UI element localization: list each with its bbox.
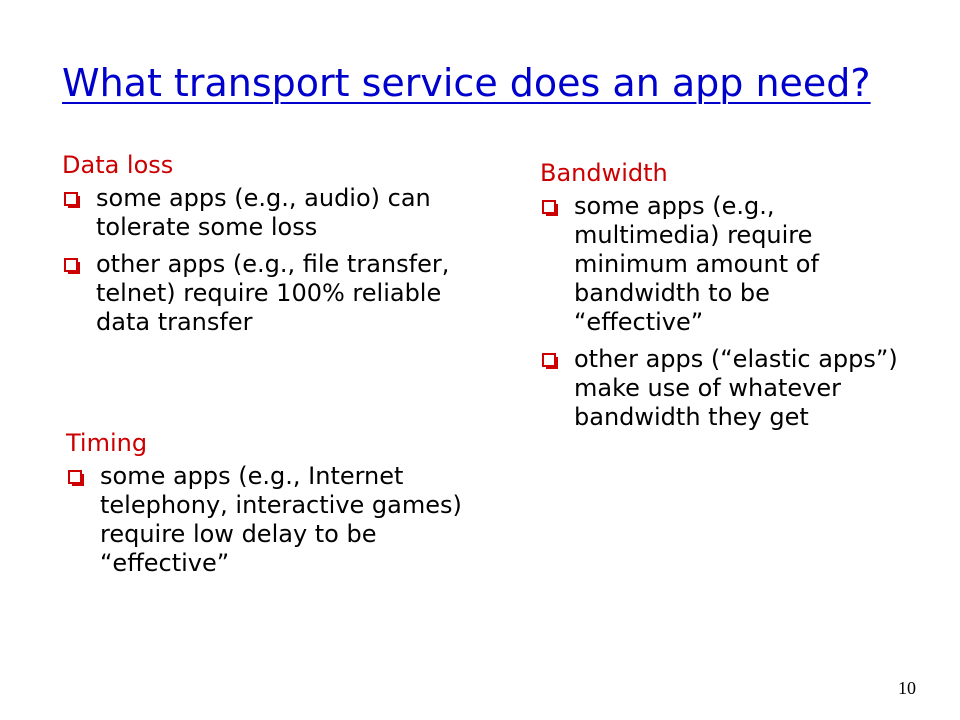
bandwidth-list xyxy=(540,192,900,432)
bandwidth-section xyxy=(540,158,900,440)
square-bullet-icon xyxy=(542,353,556,367)
data-loss-list xyxy=(62,184,502,337)
timing-section xyxy=(66,428,486,586)
list-item-text: some apps (e.g., audio) can tolerate some loss xyxy=(96,184,431,241)
list-item-text: other apps (“elastic apps”) make use of whatever bandwidth they get xyxy=(574,345,898,431)
square-bullet-icon xyxy=(542,200,556,214)
list-item xyxy=(540,345,900,432)
square-bullet-icon xyxy=(64,192,78,206)
list-item-text: other apps (e.g., file transfer, telnet) require 100% reliable data transfer xyxy=(96,250,450,336)
bandwidth-heading: Bandwidth xyxy=(540,159,668,187)
list-item xyxy=(62,184,502,242)
list-item xyxy=(540,192,900,337)
square-bullet-icon xyxy=(64,258,78,272)
list-item xyxy=(62,250,502,337)
square-bullet-icon xyxy=(68,470,82,484)
timing-list xyxy=(66,462,486,578)
list-item-text: some apps (e.g., multimedia) require minimum amount of bandwidth to be “effective” xyxy=(574,192,819,336)
list-item xyxy=(66,462,486,578)
slide-title: What transport service does an app need? xyxy=(62,61,871,105)
list-item-text: some apps (e.g., Internet telephony, interactive games) require low delay to be “effective” xyxy=(100,462,462,577)
data-loss-section xyxy=(62,150,502,345)
data-loss-heading: Data loss xyxy=(62,151,174,179)
page-number: 10 xyxy=(898,678,916,698)
timing-heading: Timing xyxy=(66,429,148,457)
